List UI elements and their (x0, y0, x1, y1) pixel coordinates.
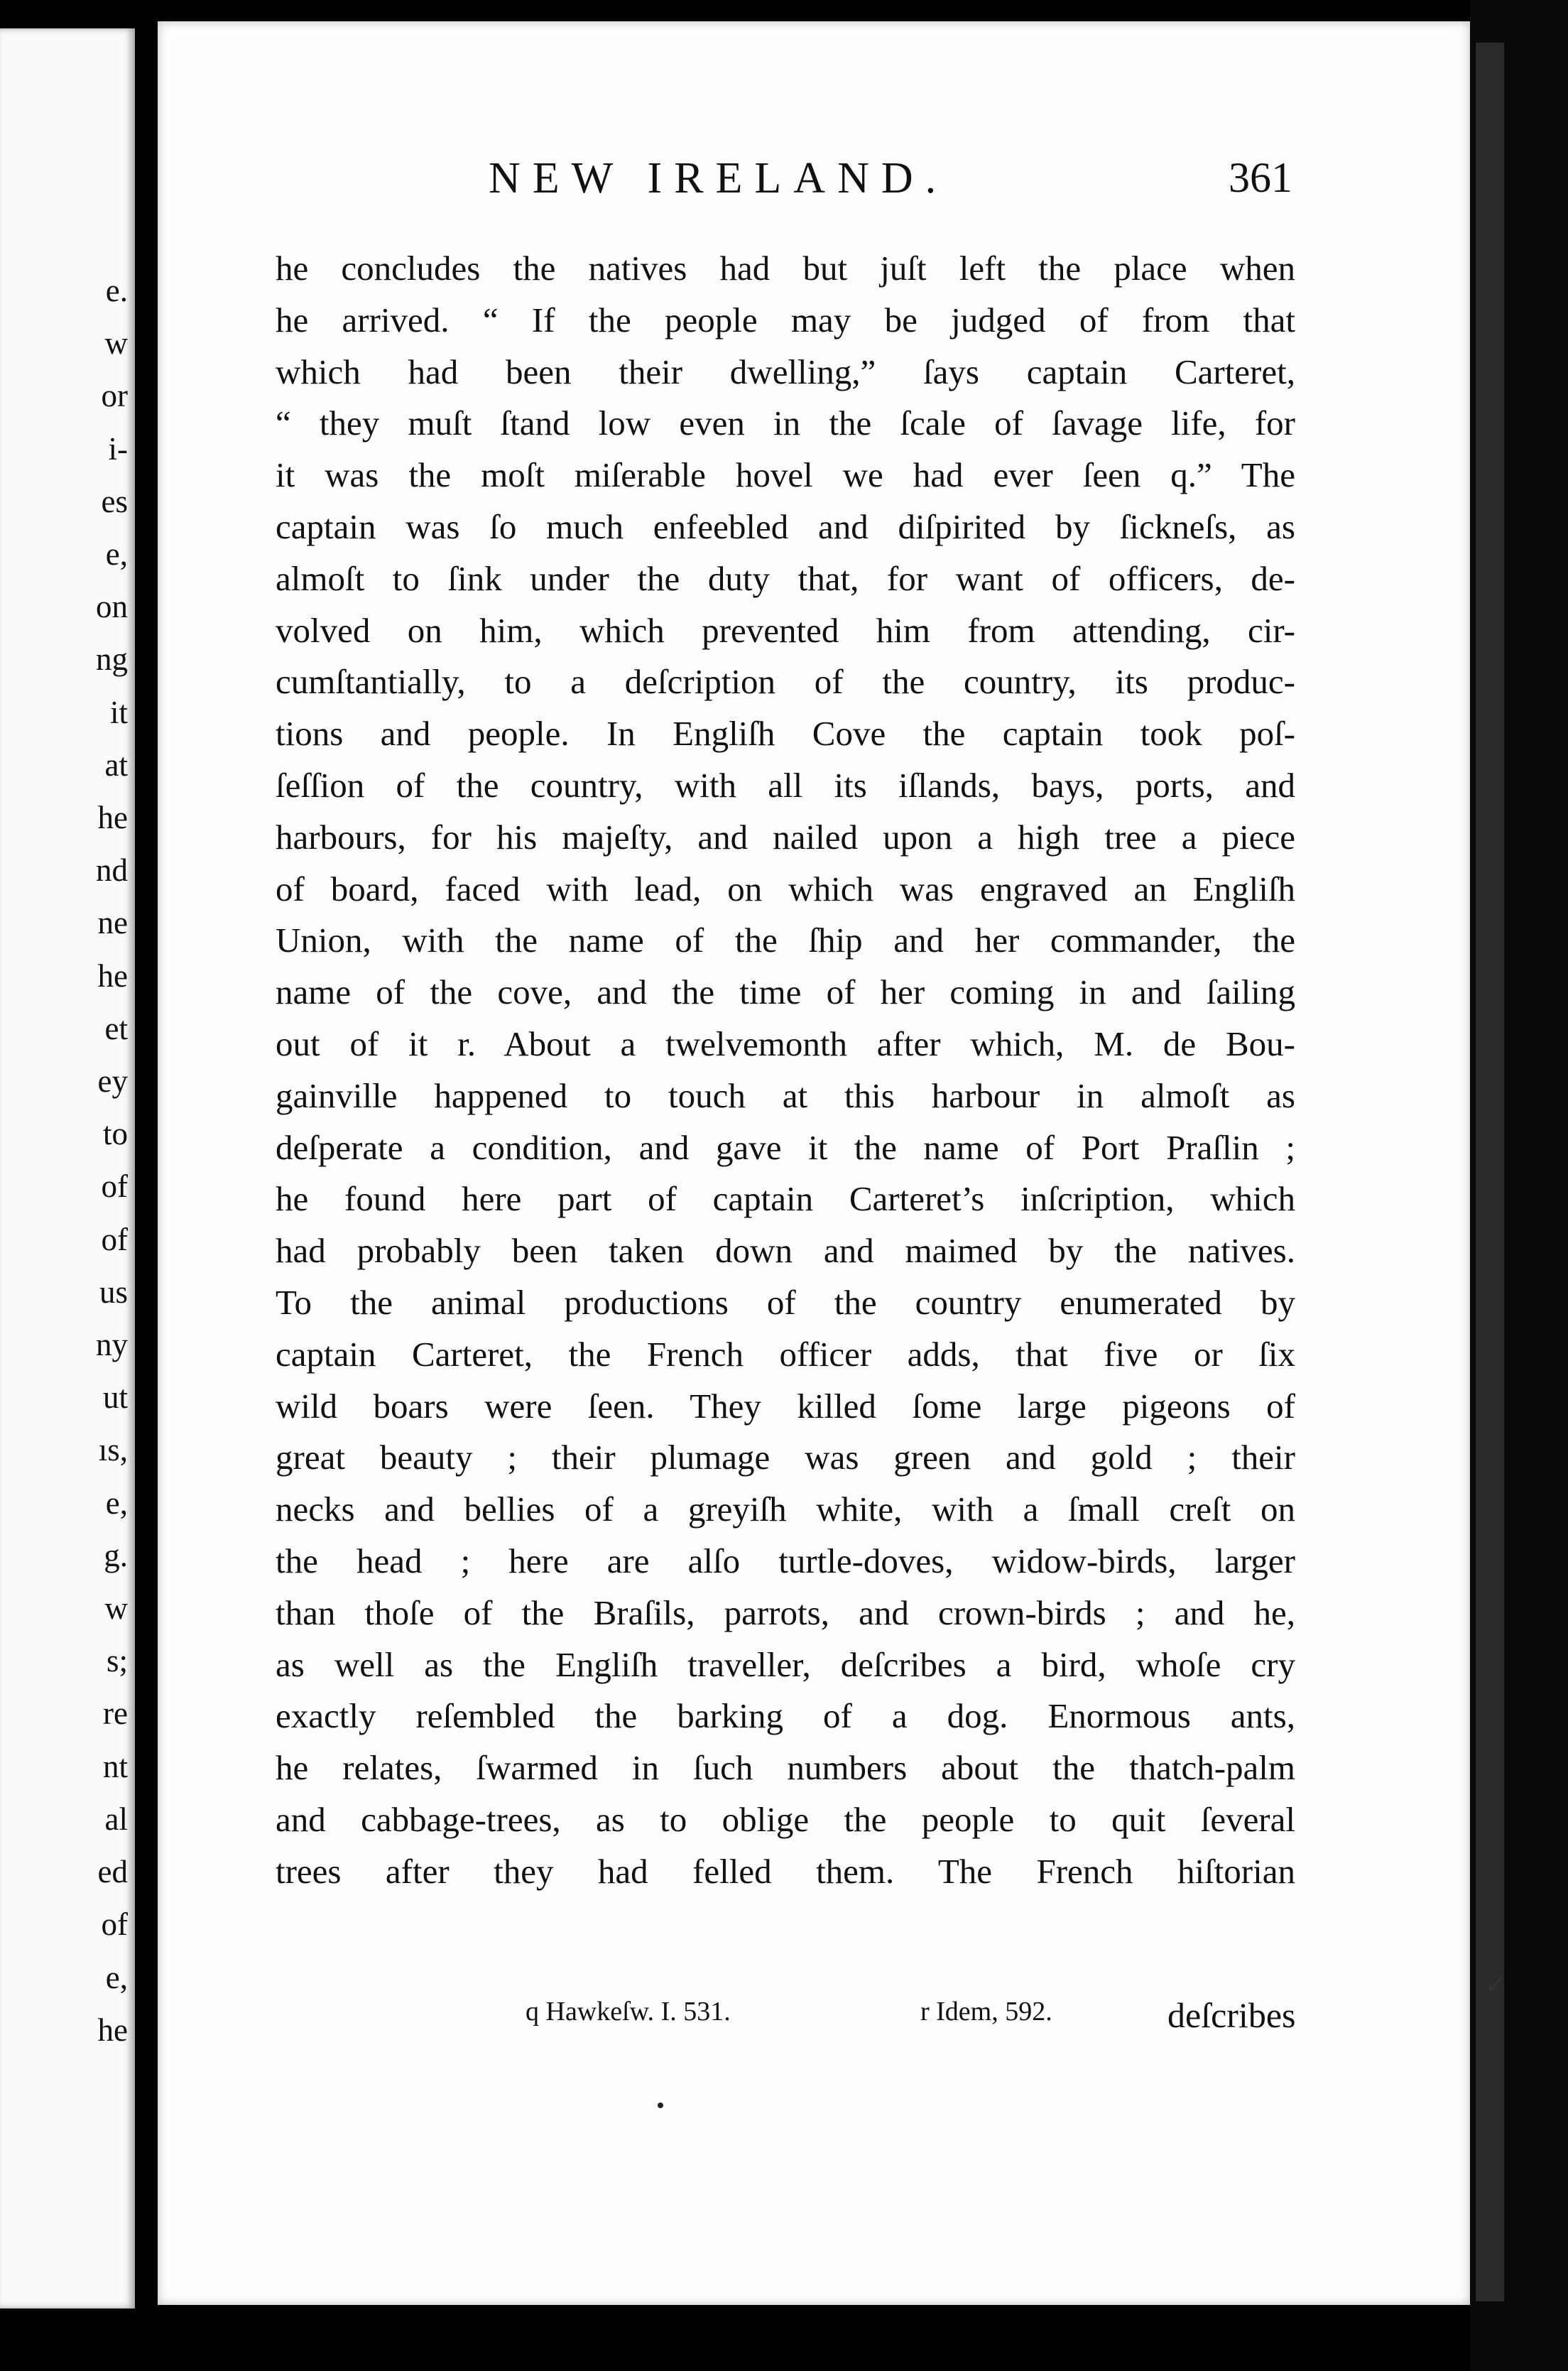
body-line: captain was ſo much enfeebled and diſpirited by ſickneſs, as (276, 506, 1295, 546)
facing-page-fragment: es (101, 483, 128, 519)
facing-page-fragment: ng (96, 641, 128, 678)
body-line: which had been their dwelling,” ſays captain Carteret, (276, 352, 1295, 391)
body-line: as well as the Engliſh traveller, deſcribes a bird, whoſe cry (276, 1644, 1295, 1684)
facing-page-fragment: he (97, 957, 128, 994)
facing-page-fragment: et (104, 1010, 128, 1046)
facing-page-fragment: re (103, 1695, 128, 1732)
body-line: volved on him, which prevented him from attending, cir- (276, 610, 1295, 650)
body-line: he found here part of captain Carteret’s inſcription, which (276, 1179, 1295, 1219)
facing-page-edge (0, 28, 135, 2308)
facing-page-fragment: at (104, 747, 128, 783)
body-text (276, 243, 1295, 1898)
body-line: trees after they had felled them. The French hiſtorian (276, 1851, 1295, 1891)
body-line: he arrived. “ If the people may be judged of from that (276, 300, 1295, 340)
body-line: gainville happened to touch at this harbour in almoſt as (276, 1075, 1295, 1115)
facing-page-fragment: ey (97, 1063, 128, 1100)
body-line: cumſtantially, to a deſcription of the country, its produc- (276, 662, 1295, 702)
page-edge-strip (1470, 0, 1568, 2371)
body-line: exactly reſembled the barking of a dog. Enormous ants, (276, 1696, 1295, 1736)
footnote-r: r Idem, 592. (920, 1997, 1052, 2027)
body-line: ſeſſion of the country, with all its iſlands, bays, ports, and (276, 765, 1295, 805)
footnote-q: q Hawkeſw. I. 531. (526, 1997, 731, 2027)
facing-page-fragment: e. (105, 273, 128, 308)
body-line: Union, with the name of the ſhip and her commander, the (276, 921, 1295, 960)
facing-page-fragment: of (101, 1221, 128, 1257)
facing-page-fragment: on (96, 589, 128, 625)
body-line: of board, faced with lead, on which was engraved an Engliſh (276, 869, 1295, 908)
catchword: deſcribes (1167, 1995, 1296, 2035)
facing-page-fragment: or (101, 378, 128, 414)
body-line: than thoſe of the Braſils, parrots, and crown-birds ; and he, (276, 1593, 1295, 1632)
body-line: and cabbage-trees, as to oblige the people to quit ſeveral (276, 1799, 1295, 1839)
running-head-title: NEW IRELAND. (489, 154, 949, 202)
facing-page-fragment: e, (105, 1959, 128, 1995)
facing-page-fragment: of (101, 1168, 128, 1205)
facing-page-fragment: i- (108, 430, 128, 467)
facing-page-fragment: s; (106, 1643, 128, 1679)
body-line: the head ; here are alſo turtle-doves, widow-birds, larger (276, 1541, 1295, 1580)
body-line: great beauty ; their plumage was green and gold ; their (276, 1438, 1295, 1477)
body-line: name of the cove, and the time of her coming in and ſailing (276, 972, 1295, 1012)
body-line: necks and bellies of a greyiſh white, with a ſmall creſt on (276, 1490, 1295, 1529)
facing-page-fragment: e, (105, 1485, 128, 1521)
ink-speck (658, 2103, 663, 2108)
facing-page-fragment: ny (96, 1327, 128, 1363)
body-line: deſperate a condition, and gave it the name of Port Praſlin ; (276, 1127, 1295, 1167)
footnotes (526, 1996, 1165, 2039)
body-line: he concludes the natives had but juſt left the place when (276, 249, 1295, 288)
page-number: 361 (1229, 154, 1292, 201)
body-line: it was the moſt miſerable hovel we had ever ſeen q.” The (276, 455, 1295, 495)
facing-page-fragment: us (99, 1274, 128, 1310)
body-line: he relates, ſwarmed in ſuch numbers about the thatch-palm (276, 1748, 1295, 1788)
facing-page-fragment: w (104, 325, 128, 362)
facing-page-fragment: g. (104, 1537, 128, 1573)
facing-page-fragment: nd (96, 852, 128, 889)
body-line: To the animal productions of the country enumerated by (276, 1282, 1295, 1322)
body-line: captain Carteret, the French officer adds, that five or ſix (276, 1334, 1295, 1374)
facing-page-fragment: he (97, 2012, 128, 2048)
facing-page-fragment: it (109, 694, 128, 730)
facing-page-fragment: nt (102, 1748, 128, 1784)
facing-page-fragment: e, (105, 536, 128, 573)
running-head (327, 151, 1292, 207)
facing-page-fragment: ed (97, 1854, 128, 1890)
margin-mark: ✓ (1484, 1968, 1508, 2000)
facing-page-fragment: of (101, 1906, 128, 1943)
facing-page-fragment: al (104, 1801, 128, 1837)
body-line: had probably been taken down and maimed by the natives. (276, 1231, 1295, 1271)
facing-page-text-fragments (67, 28, 128, 2056)
body-line: wild boars were ſeen. They killed ſome large pigeons of (276, 1386, 1295, 1426)
facing-page-fragment: ıs, (98, 1432, 128, 1468)
body-line: out of it r. About a twelvemonth after which, M. de Bou- (276, 1024, 1295, 1063)
body-line: almoſt to ſink under the duty that, for want of officers, de- (276, 558, 1295, 598)
body-line: tions and people. In Engliſh Cove the captain took poſ- (276, 714, 1295, 754)
facing-page-fragment: he (97, 800, 128, 836)
body-line: “ they muſt ſtand low even in the ſcale of ſavage life, for (276, 403, 1295, 443)
facing-page-fragment: to (102, 1116, 128, 1152)
facing-page-fragment: ut (102, 1379, 128, 1416)
facing-page-fragment: w (104, 1590, 128, 1627)
body-line: harbours, for his majeſty, and nailed upon a high tree a piece (276, 817, 1295, 857)
facing-page-fragment: ne (97, 905, 128, 941)
